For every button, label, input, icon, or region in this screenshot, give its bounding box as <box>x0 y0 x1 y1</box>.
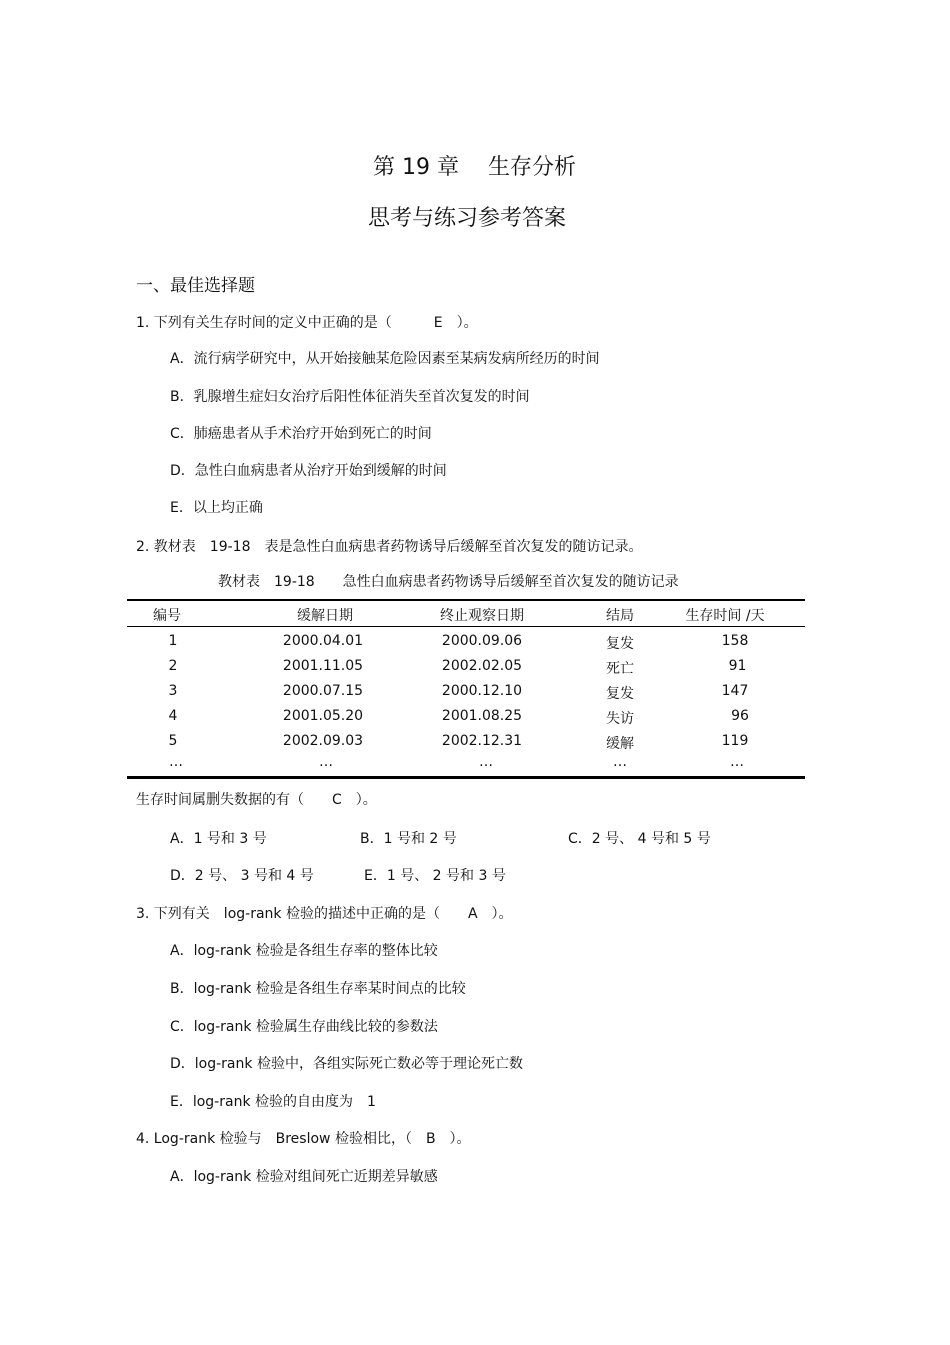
question-1-option-c: C．肺癌患者从手术治疗开始到死亡的时间 <box>170 426 432 442</box>
table-cell: 3 <box>168 683 178 699</box>
table-header-rule <box>127 626 805 627</box>
table-cell: 2001.11.05 <box>282 658 364 674</box>
question-2-follow-up: 生存时间属删失数据的有（ C ）。 <box>136 792 377 808</box>
table-cell: 96 <box>731 708 749 724</box>
table-cell: 4 <box>168 708 178 724</box>
table-cell: … <box>319 754 333 770</box>
table-cell: 91 <box>728 658 747 674</box>
table-cell: … <box>730 754 744 770</box>
table-cell: 2002.02.05 <box>441 658 523 674</box>
table-cell: 缓解 <box>606 736 634 752</box>
question-2-option-e: E．1 号、 2 号和 3 号 <box>364 868 506 884</box>
table-cell: 119 <box>721 733 749 749</box>
table-cell: 158 <box>721 633 749 649</box>
table-header-cell: 生存时间 /天 <box>685 608 765 624</box>
table-top-rule <box>127 599 805 601</box>
question-2-option-d: D．2 号、 3 号和 4 号 <box>170 868 314 884</box>
table-cell: 死亡 <box>606 661 634 677</box>
table-cell: 2002.09.03 <box>282 733 364 749</box>
table-cell: 2001.05.20 <box>282 708 364 724</box>
question-3-option-e: E．log-rank 检验的自由度为 1 <box>170 1094 376 1110</box>
question-3-stem: 3. 下列有关 log-rank 检验的描述中正确的是（ A ）。 <box>136 906 513 922</box>
question-1-stem: 1. 下列有关生存时间的定义中正确的是（ E ）。 <box>136 315 478 331</box>
question-1-option-e: E．以上均正确 <box>170 500 263 516</box>
table-cell: 复发 <box>606 686 634 702</box>
page-subtitle: 思考与练习参考答案 <box>368 206 567 231</box>
table-cell: 2 <box>168 658 178 674</box>
question-3-option-a: A．log-rank 检验是各组生存率的整体比较 <box>170 943 438 959</box>
table-header-cell: 终止观察日期 <box>440 608 524 624</box>
table-cell: 2000.07.15 <box>282 683 364 699</box>
table-cell: 5 <box>168 733 178 749</box>
table-bottom-rule <box>127 776 805 779</box>
table-cell: 2001.08.25 <box>441 708 523 724</box>
question-4-stem: 4. Log-rank 检验与 Breslow 检验相比，（ B ）。 <box>136 1131 471 1147</box>
question-1-option-a: A．流行病学研究中，从开始接触某危险因素至某病发病所经历的时间 <box>170 351 600 367</box>
table-header-cell: 缓解日期 <box>297 608 353 624</box>
table-cell: 147 <box>721 683 749 699</box>
question-1-option-d: D．急性白血病患者从治疗开始到缓解的时间 <box>170 463 447 479</box>
question-2-stem: 2. 教材表 19-18 表是急性白血病患者药物诱导后缓解至首次复发的随访记录。 <box>136 539 643 555</box>
section-heading: 一、最佳选择题 <box>136 276 255 296</box>
table-cell: 2000.12.10 <box>441 683 523 699</box>
table-cell: … <box>169 754 183 770</box>
question-2-option-b: B．1 号和 2 号 <box>360 831 457 847</box>
question-2-option-c: C．2 号、 4 号和 5 号 <box>568 831 711 847</box>
question-2-option-a: A．1 号和 3 号 <box>170 831 267 847</box>
table-header-cell: 结局 <box>606 608 634 624</box>
table-cell: 复发 <box>606 636 634 652</box>
table-cell: 1 <box>168 633 178 649</box>
question-4-option-a: A．log-rank 检验对组间死亡近期差异敏感 <box>170 1169 438 1185</box>
question-3-option-d: D．log-rank 检验中，各组实际死亡数必等于理论死亡数 <box>170 1056 523 1072</box>
question-3-option-c: C．log-rank 检验属生存曲线比较的参数法 <box>170 1019 438 1035</box>
question-1-option-b: B．乳腺增生症妇女治疗后阳性体征消失至首次复发的时间 <box>170 389 530 405</box>
table-header-cell: 编号 <box>153 608 181 624</box>
table-cell: 2000.09.06 <box>441 633 523 649</box>
table-cell: 失访 <box>606 711 634 727</box>
table-caption: 教材表 19-18 急性白血病患者药物诱导后缓解至首次复发的随访记录 <box>218 574 679 590</box>
table-cell: … <box>479 754 493 770</box>
chapter-title: 第 19 章 生存分析 <box>373 155 576 180</box>
question-3-option-b: B．log-rank 检验是各组生存率某时间点的比较 <box>170 981 466 997</box>
table-cell: 2000.04.01 <box>282 633 364 649</box>
table-cell: 2002.12.31 <box>441 733 523 749</box>
table-cell: … <box>613 754 627 770</box>
